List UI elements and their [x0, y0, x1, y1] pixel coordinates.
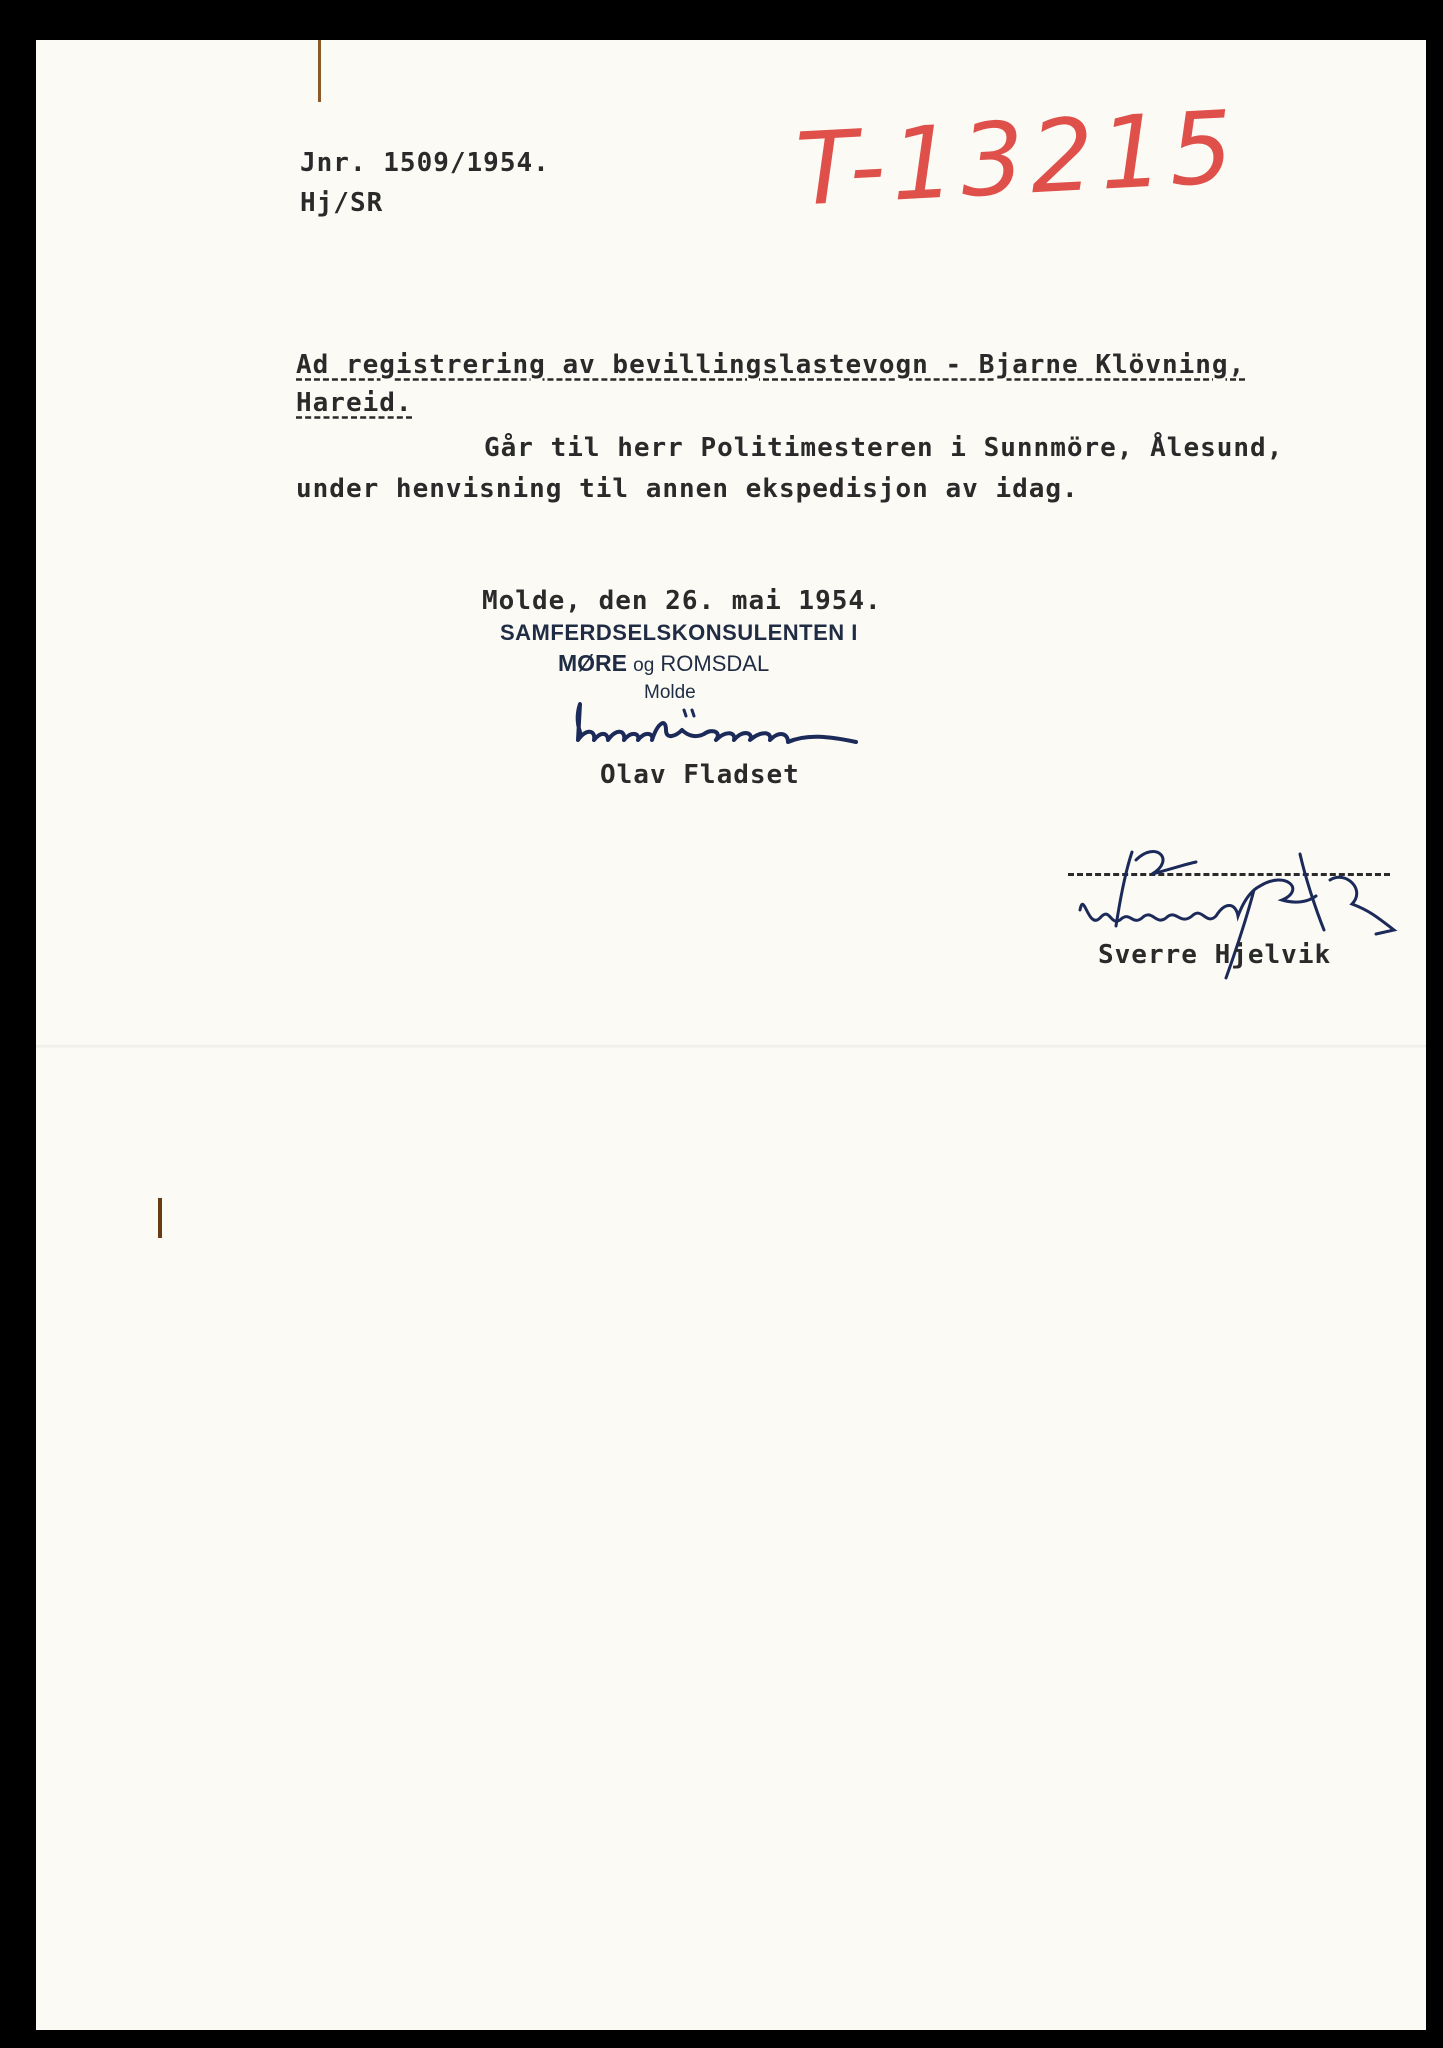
place-date: Molde, den 26. mai 1954.: [482, 586, 882, 616]
signatory-1-name: Olav Fladset: [600, 760, 800, 790]
paper-fold: [36, 1045, 1426, 1048]
stamp-line-3: Molde: [644, 682, 696, 703]
body-line-2: under henvisning til annen ekspedisjon av idag.: [296, 474, 1079, 504]
reference-number: Jnr. 1509/1954.: [300, 148, 550, 178]
subject-line-2: Hareid.: [296, 388, 413, 418]
paper-mark: [158, 1198, 162, 1238]
archive-note: T-13215: [793, 88, 1242, 229]
initials: Hj/SR: [300, 188, 384, 218]
signatory-2-name: Sverre Hjelvik: [1098, 940, 1332, 970]
subject-line-1: Ad registrering av bevillingslastevogn - Bjarne Klövning,: [296, 350, 1246, 380]
stamp-line-2: [558, 650, 769, 677]
document-page: [36, 40, 1426, 2030]
stamp-word-more: MØRE: [558, 650, 627, 676]
stamp-word-romsdal: ROMSDAL: [660, 651, 770, 676]
stamp-word-og: og: [633, 655, 655, 676]
paper-mark-top: [318, 40, 321, 102]
stamp-line-1: SAMFERDSELSKONSULENTEN I: [500, 620, 858, 645]
body-line-1: Går til herr Politimesteren i Sunnmöre, Ålesund,: [484, 433, 1284, 463]
